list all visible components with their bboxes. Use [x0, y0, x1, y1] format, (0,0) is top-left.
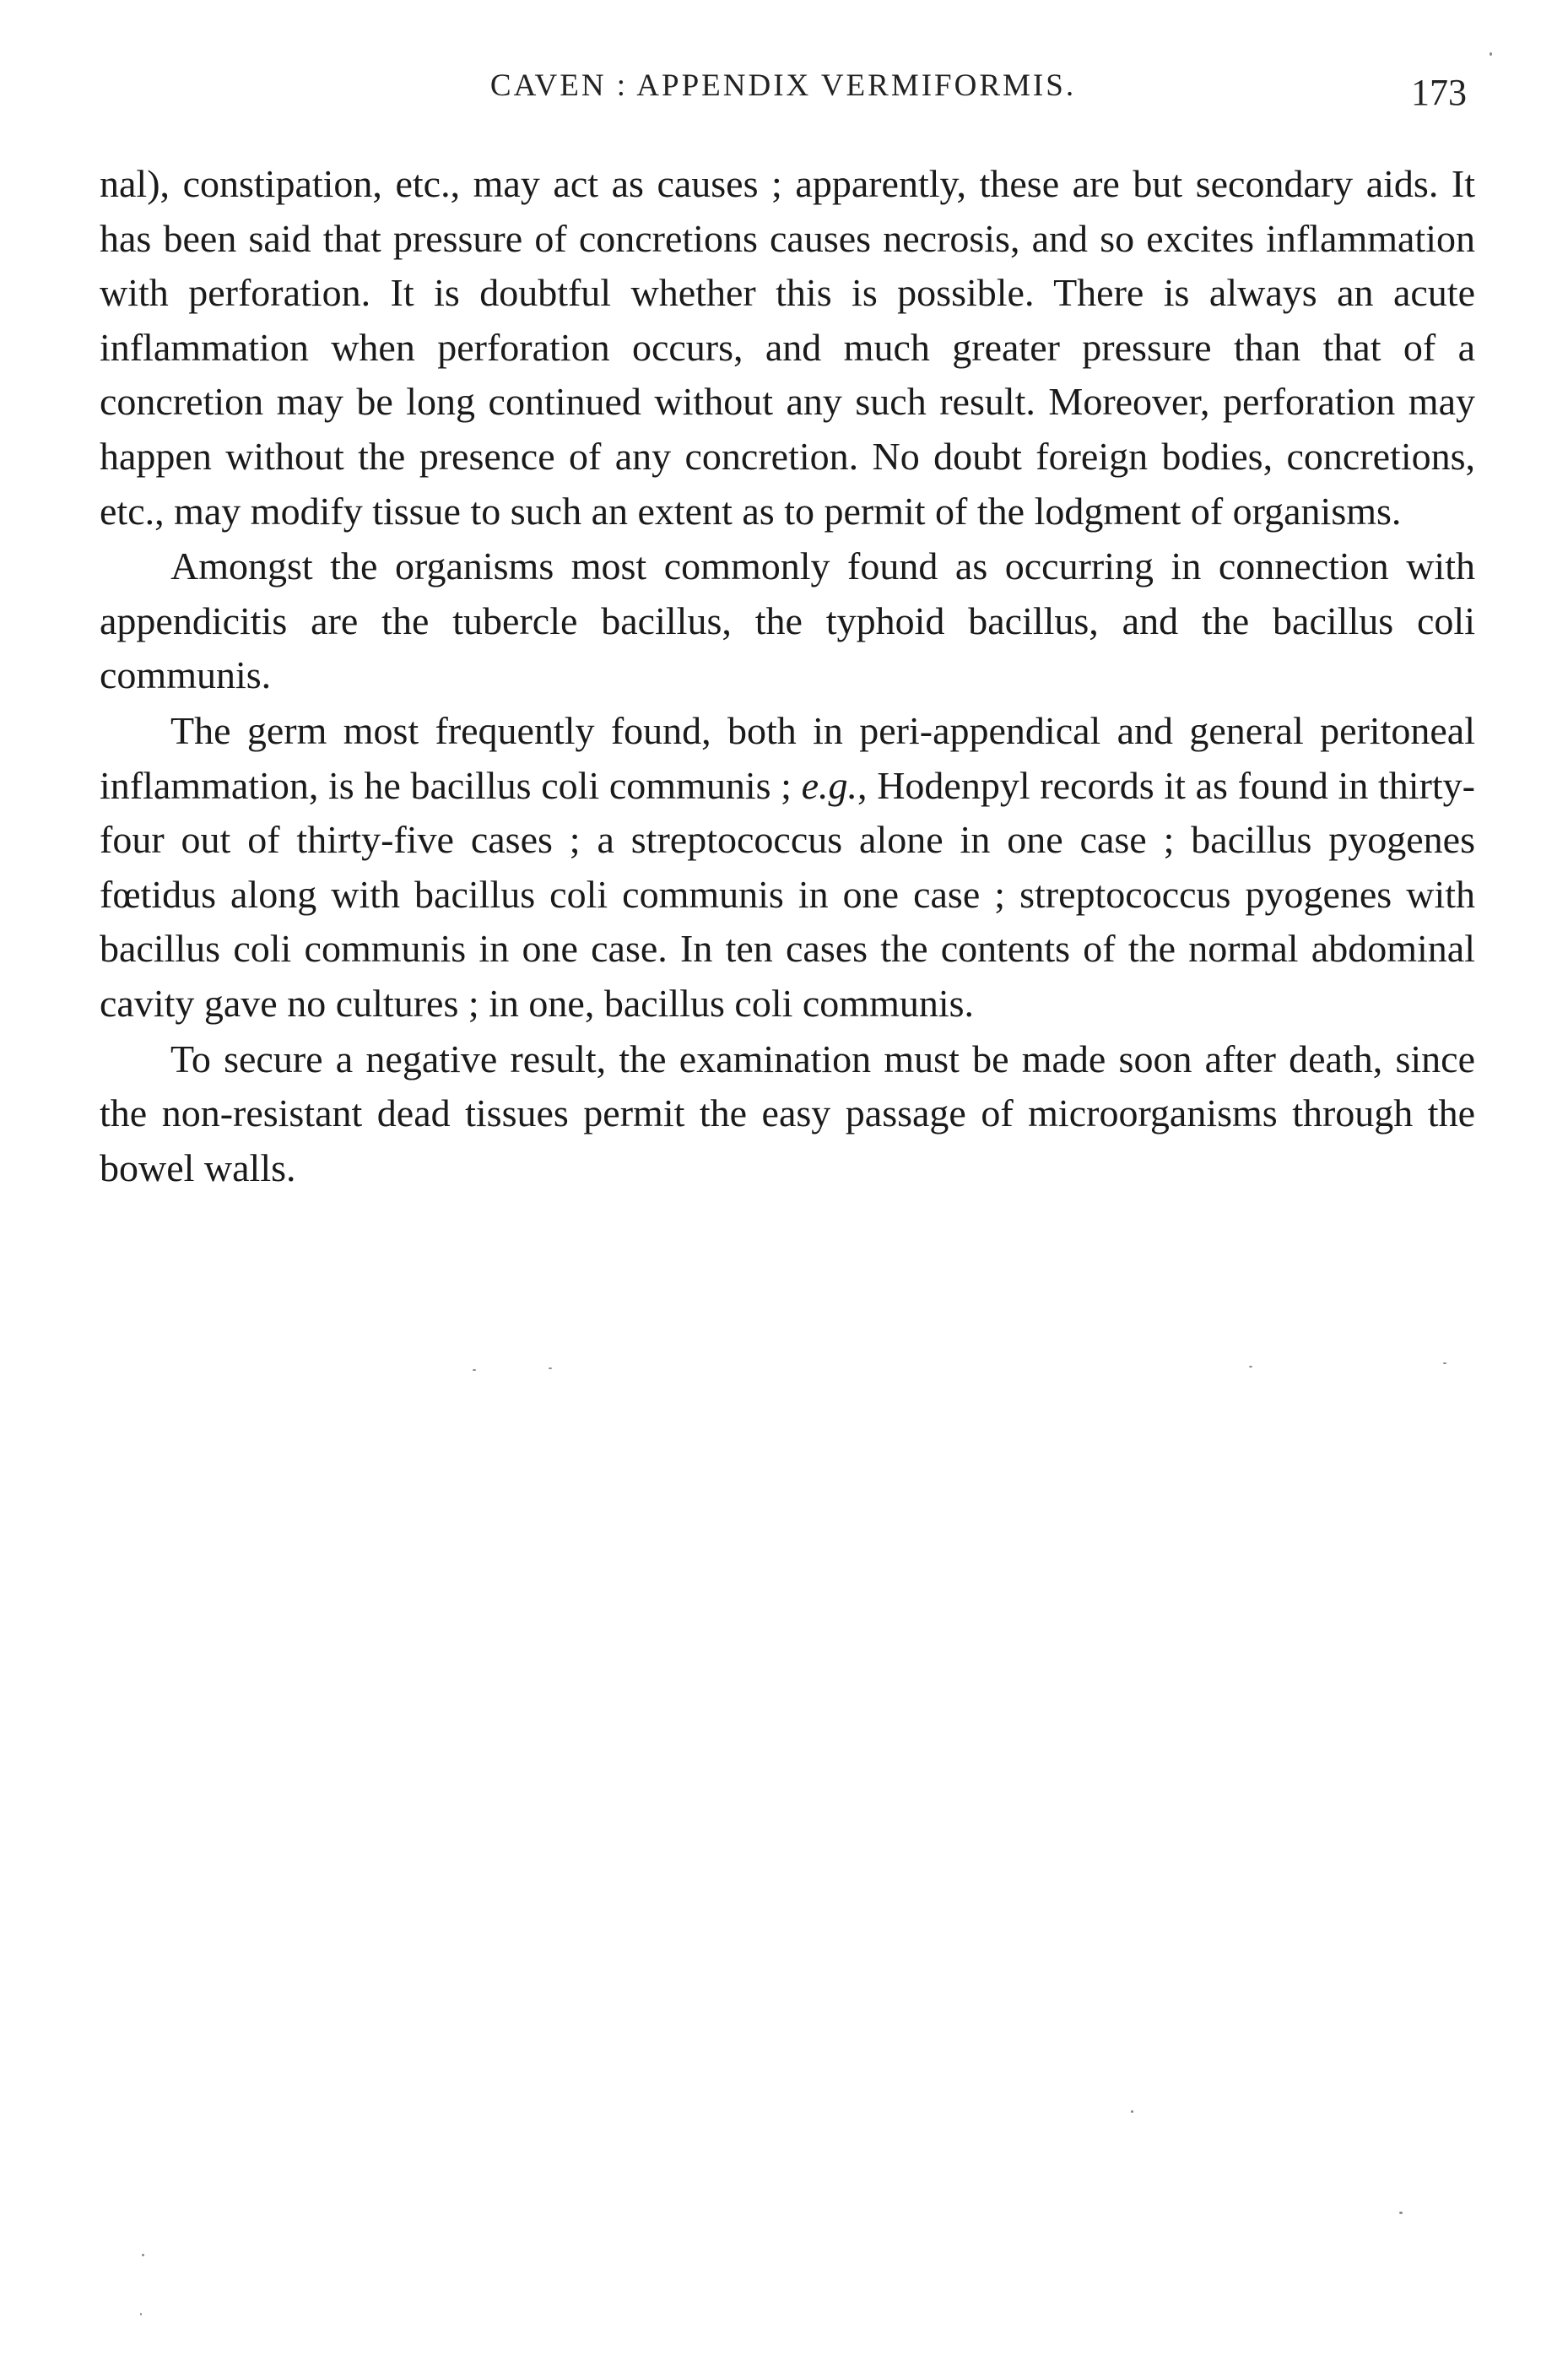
scan-speck [473, 1369, 476, 1371]
scan-speck [1399, 2212, 1403, 2214]
body-text [100, 157, 1475, 1195]
scan-speck [140, 2313, 142, 2315]
scan-speck [1249, 1366, 1252, 1367]
paragraph-continuation: nal), constipation, etc., may act as causes ; apparently, these are but secondary aids. It has been said that pressure of concretions causes necrosis, and so excites inflammation with perforation. It is doubtful whether this is possible. There is always an acute inflammation when perforation occurs, and much greater pressure than that of a concretion may be long continued without any such result. Moreover, perforation may happen without the presence of any concretion. No doubt foreign bodies, concretions, etc., may modify tissue to such an extent as to permit of the lodgment of organisms. [100, 162, 1475, 533]
paragraph-germ-text-after: , Hodenpyl records it as found in thirty-four out of thirty-five cases ; a streptococcus alone in one case ; bacillus pyogenes fœtidus along with bacillus coli communis in one case ; streptococcus pyogenes with bacillus coli communis in one case. In ten cases the contents of the normal abdominal cavity gave no cultures ; in one, bacillus coli communis. [100, 763, 1475, 1025]
running-head [100, 61, 1467, 111]
paragraph-organisms: Amongst the organisms most commonly found as occurring in connection with appendicitis are the tubercle bacillus, the typhoid bacillus, and the bacillus coli communis. [100, 544, 1475, 697]
scan-speck [142, 2254, 144, 2256]
page-number: 173 [1411, 72, 1467, 113]
paragraph-negative-result: To secure a negative result, the examination must be made soon after death, since the non-resistant dead tissues permit the easy passage of microorganisms through the bowel walls. [100, 1037, 1475, 1189]
running-title: CAVEN : APPENDIX VERMIFORMIS. [489, 68, 1077, 103]
scan-speck [1443, 1362, 1446, 1364]
scan-speck [1490, 52, 1492, 56]
paragraph-germ-text-before: The germ most frequently found, both in peri-appendical and general peritoneal inflammation, is he bacillus coli communis ; [100, 708, 1475, 807]
scan-speck [1131, 2110, 1133, 2113]
paragraph-germ [100, 704, 1475, 1032]
scan-speck [549, 1367, 552, 1369]
paragraph-germ-abbreviation: e.g. [801, 763, 858, 807]
